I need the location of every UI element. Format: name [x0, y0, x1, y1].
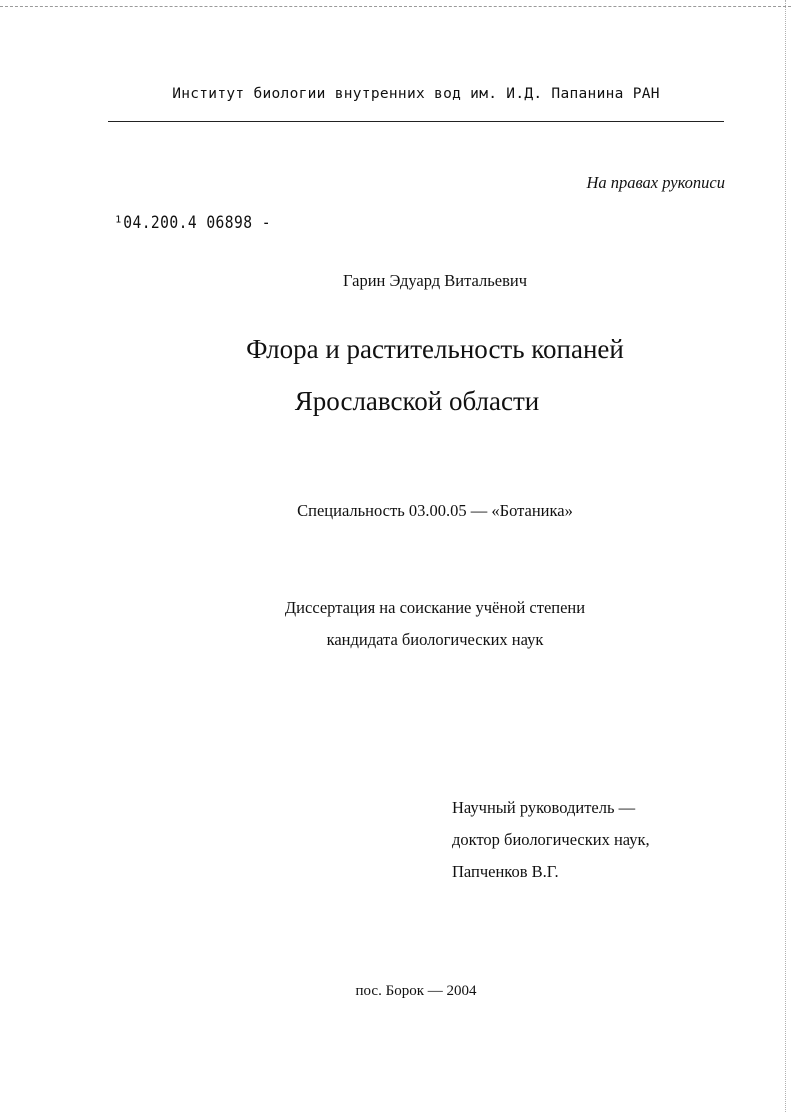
institute-name: Институт биологии внутренних вод им. И.Д. Папанина РАН [172, 86, 660, 102]
library-stamp-number: ¹04.200.4 06898 - [114, 213, 271, 233]
thesis-title-line-1: Флора и растительность копаней [246, 334, 624, 364]
scan-edge-right [785, 0, 791, 1112]
scan-edge-top [0, 0, 791, 7]
degree-line-2: кандидата биологических наук [326, 630, 544, 649]
author-name: Гарин Эдуард Витальевич [343, 271, 527, 290]
supervisor-role: Научный руководитель — [452, 798, 636, 817]
degree-line-1: Диссертация на соискание учёной степени [284, 598, 586, 617]
header-divider [108, 121, 724, 122]
rights-note: На правах рукописи [586, 173, 725, 192]
supervisor-degree: доктор биологических наук, [452, 830, 650, 849]
place-and-year: пос. Борок — 2004 [355, 983, 477, 999]
thesis-title-line-2: Ярославской области [294, 386, 540, 416]
supervisor-name: Папченков В.Г. [452, 862, 559, 881]
supervisor-block [452, 792, 650, 888]
specialty: Специальность 03.00.05 — «Ботаника» [297, 501, 573, 520]
